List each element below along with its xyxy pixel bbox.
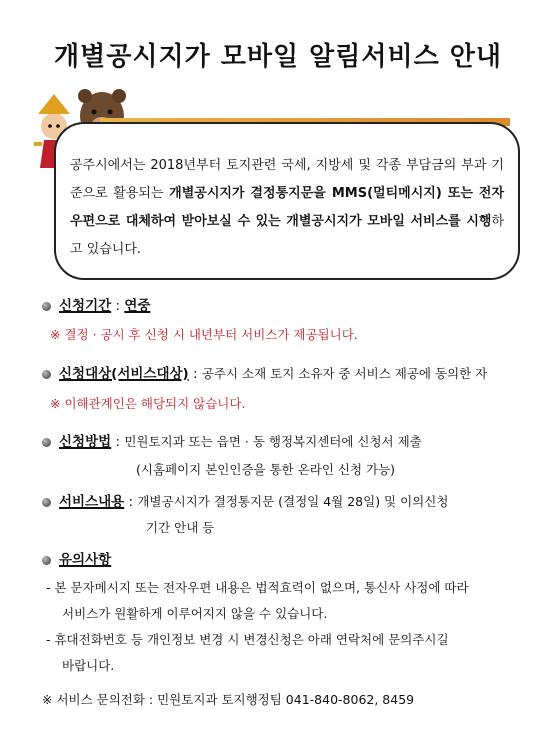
method-value: 민원토지과 또는 읍면 · 동 행정복지센터에 신청서 제출 xyxy=(124,434,422,449)
method-sep: : xyxy=(111,434,125,450)
bullet-icon xyxy=(42,370,51,379)
target-sep: : xyxy=(188,366,202,382)
method-row xyxy=(42,430,422,450)
caution-2-cont: 바랍니다. xyxy=(62,658,115,673)
content-value-2: 기간 안내 등 xyxy=(146,520,215,535)
period-sep: : xyxy=(111,298,125,314)
content-label: 서비스내용 xyxy=(59,494,125,510)
page-title: 개별공시지가 모바일 알림서비스 안내 xyxy=(53,42,502,72)
target-row xyxy=(42,362,487,382)
method-value-2: (시홈페이지 본인인증을 통한 온라인 신청 가능) xyxy=(136,462,396,477)
content-row xyxy=(42,490,448,510)
contact-info: ※ 서비스 문의전화 : 민원토지과 토지행정팀 041-840-8062, 8459 xyxy=(42,692,415,707)
notice-text-bold: 개별공시지가 결정통지문을 MMS(멀티메시지) 또는 전자우편으로 대체하여 받아보실 수 있는 개별공시지가 모바일 서비스를 시행 xyxy=(70,186,504,229)
period-label: 신청기간 xyxy=(59,298,112,314)
notice-text xyxy=(70,152,504,264)
target-value: 공주시 소재 토지 소유자 중 서비스 제공에 동의한 자 xyxy=(201,366,488,381)
period-row xyxy=(42,294,150,314)
bullet-icon xyxy=(42,438,51,447)
target-note: ※ 이해관계인은 해당되지 않습니다. xyxy=(50,396,246,411)
content-sep: : xyxy=(124,494,138,510)
target-label: 신청대상(서비스대상) xyxy=(59,366,189,382)
method-label: 신청방법 xyxy=(59,434,112,450)
period-note: ※ 결정 · 공시 후 신청 시 내년부터 서비스가 제공됩니다. xyxy=(50,327,358,342)
bullet-icon xyxy=(42,498,51,507)
bullet-icon xyxy=(42,302,51,311)
period-value: 연중 xyxy=(124,298,151,314)
caution-1-cont: 서비스가 원활하게 이루어지지 않을 수 있습니다. xyxy=(62,606,328,621)
bullet-icon xyxy=(42,556,51,565)
cautions-row xyxy=(42,548,111,568)
notice-text-part1: 공주시에서는 2018년부터 토지관련 국세, 지방세 및 각종 부담금의 부과 기준으로 활용되는 xyxy=(70,158,504,201)
content-value: 개별공시지가 결정통지문 (결정일 4월 28일) 및 이의신청 xyxy=(137,494,449,509)
cautions-label: 유의사항 xyxy=(59,552,112,568)
notice-box xyxy=(54,122,520,280)
notice-text-part2: 하고 있습니다. xyxy=(70,214,504,257)
caution-2: - 휴대전화번호 등 개인정보 변경 시 변경신청은 아래 연락처에 문의주시길 xyxy=(46,632,449,647)
caution-1: - 본 문자메시지 또는 전자우편 내용은 법적효력이 없으며, 통신사 사정에 따라 xyxy=(46,580,469,595)
